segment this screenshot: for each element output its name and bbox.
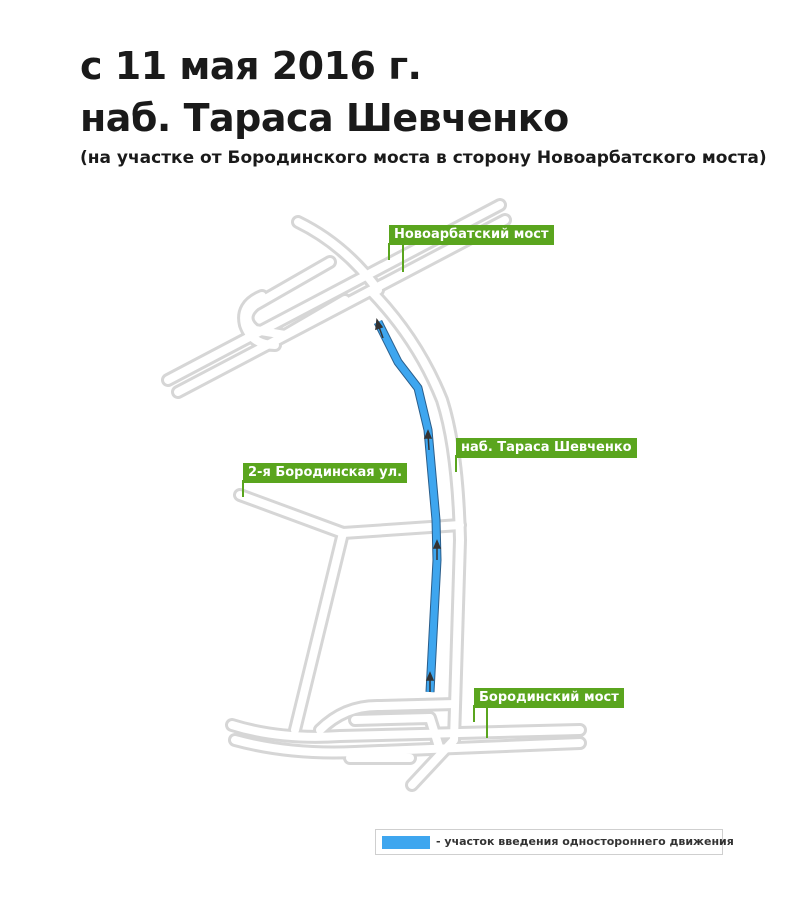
label-embankment: наб. Тараса Шевченко — [456, 438, 637, 458]
legend — [375, 829, 734, 855]
subtitle: (на участке от Бородинского моста в сторону Новоарбатского моста) — [80, 148, 767, 168]
label-borodinsky-bridge: Бородинский мост — [474, 688, 624, 708]
title-street: наб. Тараса Шевченко — [80, 96, 569, 140]
label-2nd-borodinskaya: 2-я Бородинская ул. — [243, 463, 407, 483]
label-novoarbatsky-bridge: Новоарбатский мост — [389, 225, 554, 245]
legend-swatch — [382, 836, 430, 849]
title-date: с 11 мая 2016 г. — [80, 44, 422, 88]
legend-text: - участок введения одностороннего движения — [436, 835, 734, 848]
